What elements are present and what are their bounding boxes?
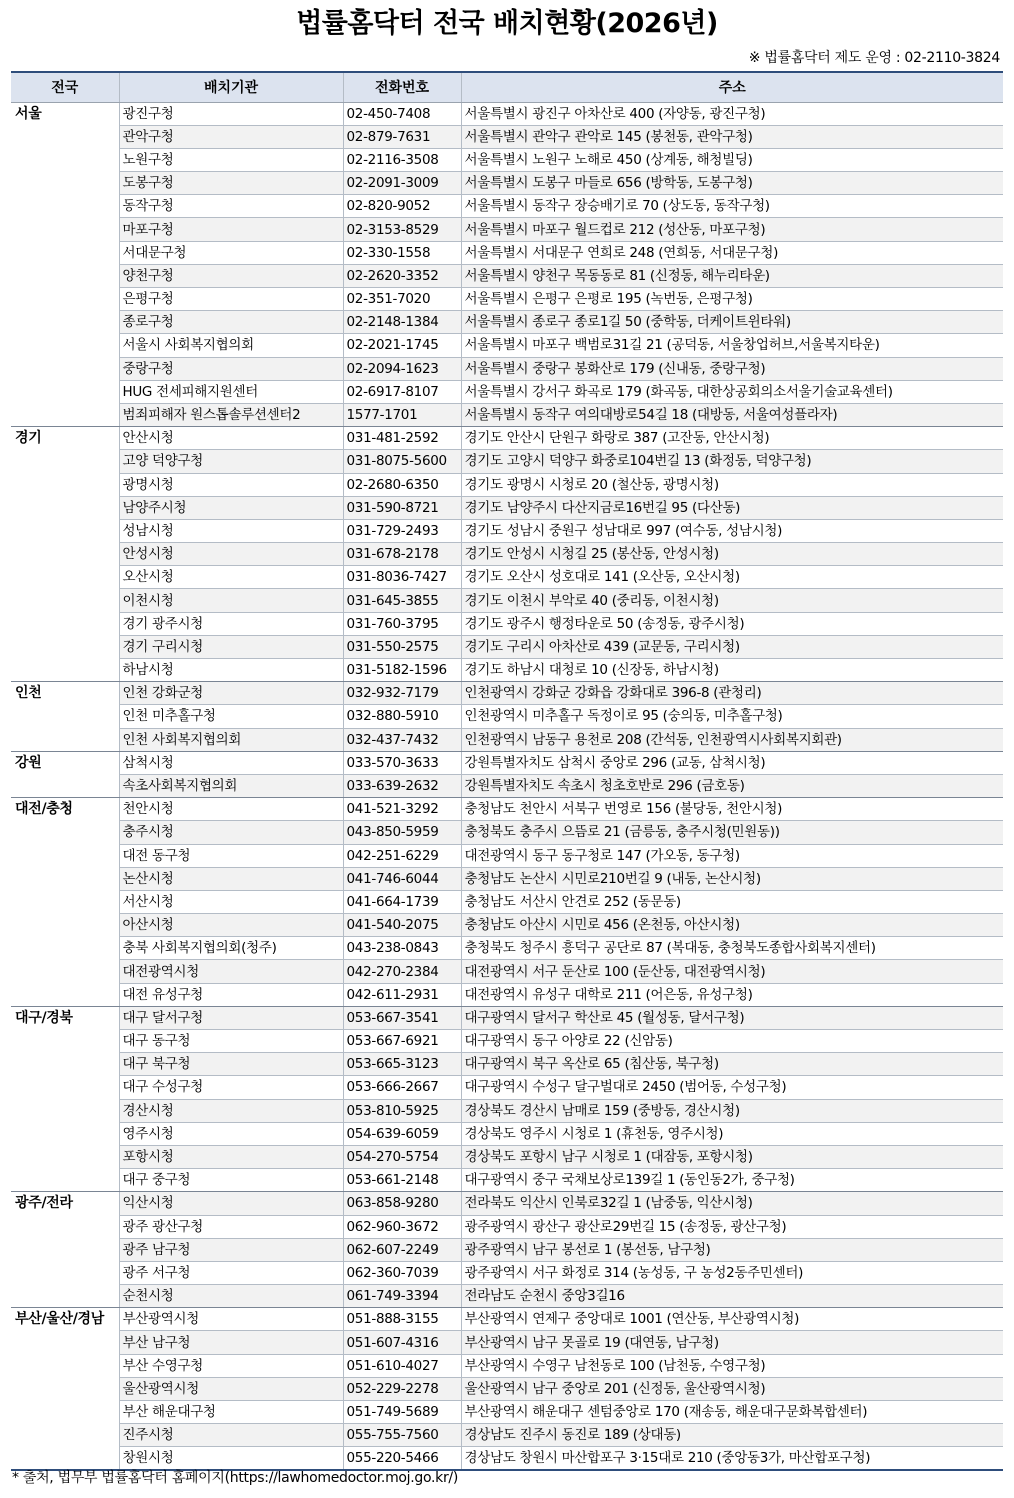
institution-cell: 익산시청 [119,1192,343,1215]
institution-cell: 하남시청 [119,659,343,682]
column-header-address: 주소 [461,72,1003,102]
phone-cell: 062-360-7039 [343,1261,461,1284]
phone-cell: 051-607-4316 [343,1331,461,1354]
institution-cell: 관악구청 [119,125,343,148]
address-cell: 서울특별시 강서구 화곡로 179 (화곡동, 대한상공회의소서울기술교육센터) [461,380,1003,403]
institution-cell: 종로구청 [119,311,343,334]
table-body [11,102,1003,1470]
institution-cell: 서산시청 [119,890,343,913]
institution-cell: 범죄피해자 원스톱솔루션센터2 [119,403,343,426]
phone-cell: 1577-1701 [343,403,461,426]
address-cell: 충청남도 아산시 시민로 456 (온천동, 아산시청) [461,914,1003,937]
table-row [11,311,1003,334]
phone-cell: 032-437-7432 [343,728,461,751]
institution-cell: 영주시청 [119,1122,343,1145]
page-title: 법률홈닥터 전국 배치현황(2026년) [296,8,718,39]
phone-cell: 062-960-3672 [343,1215,461,1238]
table-row [11,914,1003,937]
table-row [11,1192,1003,1215]
address-cell: 경기도 광명시 시청로 20 (철산동, 광명시청) [461,473,1003,496]
phone-cell: 052-229-2278 [343,1377,461,1400]
address-cell: 서울특별시 양천구 목동동로 81 (신정동, 해누리타운) [461,264,1003,287]
table-row [11,1006,1003,1029]
address-cell: 광주광역시 서구 화정로 314 (농성동, 구 농성2동주민센터) [461,1261,1003,1284]
address-cell: 충청북도 충주시 으뜸로 21 (금릉동, 충주시청(민원동)) [461,821,1003,844]
address-cell: 부산광역시 수영구 남천동로 100 (남천동, 수영구청) [461,1354,1003,1377]
table-row [11,334,1003,357]
institution-cell: 고양 덕양구청 [119,450,343,473]
institution-cell: 논산시청 [119,867,343,890]
phone-cell: 053-665-3123 [343,1053,461,1076]
phone-cell: 02-2094-1623 [343,357,461,380]
institution-cell: 광명시청 [119,473,343,496]
table-row [11,1122,1003,1145]
address-cell: 광주광역시 남구 봉선로 1 (봉선동, 남구청) [461,1238,1003,1261]
institution-cell: 노원구청 [119,148,343,171]
address-cell: 경기도 하남시 대청로 10 (신장동, 하남시청) [461,659,1003,682]
table-row [11,1053,1003,1076]
region-cell: 강원 [11,751,119,797]
table-row [11,496,1003,519]
placement-table [11,71,1003,1471]
table-row [11,218,1003,241]
phone-cell: 02-2148-1384 [343,311,461,334]
institution-cell: 순천시청 [119,1285,343,1308]
phone-cell: 02-6917-8107 [343,380,461,403]
address-cell: 경기도 성남시 중원구 성남대로 997 (여수동, 성남시청) [461,519,1003,542]
address-cell: 경상남도 창원시 마산합포구 3·15대로 210 (중앙동3가, 마산합포구청) [461,1447,1003,1471]
phone-cell: 033-570-3633 [343,751,461,774]
address-cell: 경기도 안산시 단원구 화랑로 387 (고잔동, 안산시청) [461,427,1003,450]
table-row [11,1308,1003,1331]
phone-cell: 031-760-3795 [343,612,461,635]
address-cell: 대전광역시 동구 동구청로 147 (가오동, 동구청) [461,844,1003,867]
table-row [11,682,1003,705]
table-row [11,1145,1003,1168]
phone-cell: 02-3153-8529 [343,218,461,241]
address-cell: 서울특별시 노원구 노해로 450 (상계동, 해청빌딩) [461,148,1003,171]
phone-cell: 032-932-7179 [343,682,461,705]
address-cell: 경기도 구리시 아차산로 439 (교문동, 구리시청) [461,635,1003,658]
address-cell: 인천광역시 남동구 용천로 208 (간석동, 인천광역시사회복지회관) [461,728,1003,751]
phone-cell: 053-661-2148 [343,1169,461,1192]
table-row [11,937,1003,960]
address-cell: 대구광역시 달서구 학산로 45 (월성동, 달서구청) [461,1006,1003,1029]
phone-cell: 051-888-3155 [343,1308,461,1331]
institution-cell: 인천 사회복지협의회 [119,728,343,751]
institution-cell: 아산시청 [119,914,343,937]
phone-cell: 02-330-1558 [343,241,461,264]
table-row [11,867,1003,890]
phone-cell: 032-880-5910 [343,705,461,728]
table-row [11,612,1003,635]
table-row [11,1169,1003,1192]
table-row [11,1030,1003,1053]
table-row [11,1238,1003,1261]
table-row [11,543,1003,566]
institution-cell: 서대문구청 [119,241,343,264]
source-footnote: * 출처, 법무부 법률홈닥터 홈페이지(https://lawhomedoctor.moj.go.kr/) [12,1470,459,1486]
phone-cell: 031-8075-5600 [343,450,461,473]
phone-cell: 02-2116-3508 [343,148,461,171]
address-cell: 인천광역시 강화군 강화읍 강화대로 396-8 (관청리) [461,682,1003,705]
table-row [11,983,1003,1006]
phone-cell: 054-270-5754 [343,1145,461,1168]
institution-cell: 경산시청 [119,1099,343,1122]
region-cell: 서울 [11,102,119,427]
table-row [11,241,1003,264]
address-cell: 전라남도 순천시 중앙3길16 [461,1285,1003,1308]
phone-cell: 054-639-6059 [343,1122,461,1145]
address-cell: 서울특별시 마포구 백범로31길 21 (공덕동, 서울창업허브,서울복지타운) [461,334,1003,357]
phone-cell: 031-5182-1596 [343,659,461,682]
phone-cell: 053-810-5925 [343,1099,461,1122]
address-cell: 인천광역시 미추홀구 독정이로 95 (숭의동, 미추홀구청) [461,705,1003,728]
institution-cell: 오산시청 [119,566,343,589]
column-header-institution: 배치기관 [119,72,343,102]
institution-cell: 삼척시청 [119,751,343,774]
institution-cell: 인천 미추홀구청 [119,705,343,728]
address-cell: 경상남도 진주시 동진로 189 (상대동) [461,1424,1003,1447]
table-row [11,1331,1003,1354]
address-cell: 부산광역시 남구 못골로 19 (대연동, 남구청) [461,1331,1003,1354]
table-row [11,635,1003,658]
institution-cell: 도봉구청 [119,172,343,195]
institution-cell: 안산시청 [119,427,343,450]
table-row [11,288,1003,311]
institution-cell: 대구 달서구청 [119,1006,343,1029]
address-cell: 경기도 이천시 부악로 40 (중리동, 이천시청) [461,589,1003,612]
institution-cell: 천안시청 [119,798,343,821]
institution-cell: 부산 남구청 [119,1331,343,1354]
address-cell: 경상북도 영주시 시청로 1 (휴천동, 영주시청) [461,1122,1003,1145]
phone-cell: 02-2620-3352 [343,264,461,287]
region-cell: 인천 [11,682,119,752]
phone-cell: 033-639-2632 [343,774,461,797]
institution-cell: 창원시청 [119,1447,343,1471]
table-row [11,473,1003,496]
phone-cell: 063-858-9280 [343,1192,461,1215]
table-row [11,427,1003,450]
address-cell: 충청북도 청주시 흥덕구 공단로 87 (복대동, 충청북도종합사회복지센터) [461,937,1003,960]
institution-cell: 대전광역시청 [119,960,343,983]
phone-cell: 02-450-7408 [343,102,461,125]
table-row [11,102,1003,125]
table-row [11,751,1003,774]
institution-cell: 남양주시청 [119,496,343,519]
table-row [11,1377,1003,1400]
table-row [11,728,1003,751]
address-cell: 울산광역시 남구 중앙로 201 (신정동, 울산광역시청) [461,1377,1003,1400]
institution-cell: 중랑구청 [119,357,343,380]
institution-cell: 경기 구리시청 [119,635,343,658]
address-cell: 대구광역시 중구 국채보상로139길 1 (동인동2가, 중구청) [461,1169,1003,1192]
address-cell: 경상북도 경산시 남매로 159 (중방동, 경산시청) [461,1099,1003,1122]
institution-cell: 부산 수영구청 [119,1354,343,1377]
address-cell: 대전광역시 유성구 대학로 211 (어은동, 유성구청) [461,983,1003,1006]
phone-cell: 041-746-6044 [343,867,461,890]
address-cell: 대전광역시 서구 둔산로 100 (둔산동, 대전광역시청) [461,960,1003,983]
institution-cell: 대전 유성구청 [119,983,343,1006]
phone-cell: 053-667-6921 [343,1030,461,1053]
phone-cell: 055-220-5466 [343,1447,461,1471]
table-row [11,403,1003,426]
institution-cell: 충주시청 [119,821,343,844]
institution-cell: 부산광역시청 [119,1308,343,1331]
table-header-row [11,72,1003,102]
phone-cell: 053-666-2667 [343,1076,461,1099]
address-cell: 부산광역시 해운대구 센텀중앙로 170 (재송동, 해운대구문화복합센터) [461,1401,1003,1424]
institution-cell: 마포구청 [119,218,343,241]
phone-cell: 02-351-7020 [343,288,461,311]
contact-info: ※ 법률홈닥터 제도 운영 : 02-2110-3824 [748,50,1000,66]
phone-cell: 041-540-2075 [343,914,461,937]
address-cell: 강원특별자치도 삼척시 중앙로 296 (교동, 삼척시청) [461,751,1003,774]
phone-cell: 031-678-2178 [343,543,461,566]
table-row [11,357,1003,380]
institution-cell: 서울시 사회복지협의회 [119,334,343,357]
phone-cell: 043-850-5959 [343,821,461,844]
table-row [11,264,1003,287]
phone-cell: 061-749-3394 [343,1285,461,1308]
institution-cell: 경기 광주시청 [119,612,343,635]
region-cell: 광주/전라 [11,1192,119,1308]
region-cell: 대전/충청 [11,798,119,1007]
table-row [11,798,1003,821]
table-row [11,125,1003,148]
phone-cell: 043-238-0843 [343,937,461,960]
institution-cell: 대구 중구청 [119,1169,343,1192]
address-cell: 부산광역시 연제구 중앙대로 1001 (연산동, 부산광역시청) [461,1308,1003,1331]
address-cell: 충청남도 천안시 서북구 번영로 156 (불당동, 천안시청) [461,798,1003,821]
address-cell: 경기도 고양시 덕양구 화중로104번길 13 (화정동, 덕양구청) [461,450,1003,473]
column-header-region: 전국 [11,72,119,102]
address-cell: 대구광역시 동구 아양로 22 (신암동) [461,1030,1003,1053]
address-cell: 대구광역시 수성구 달구벌대로 2450 (범어동, 수성구청) [461,1076,1003,1099]
table-row [11,1447,1003,1471]
address-cell: 대구광역시 북구 옥산로 65 (침산동, 북구청) [461,1053,1003,1076]
table-row [11,172,1003,195]
table-row [11,1099,1003,1122]
phone-cell: 042-270-2384 [343,960,461,983]
address-cell: 서울특별시 동작구 장승배기로 70 (상도동, 동작구청) [461,195,1003,218]
table-row [11,1076,1003,1099]
table-row [11,774,1003,797]
table-row [11,1285,1003,1308]
address-cell: 서울특별시 은평구 은평로 195 (녹번동, 은평구청) [461,288,1003,311]
phone-cell: 02-879-7631 [343,125,461,148]
institution-cell: 광주 남구청 [119,1238,343,1261]
institution-cell: 양천구청 [119,264,343,287]
phone-cell: 02-2680-6350 [343,473,461,496]
phone-cell: 051-610-4027 [343,1354,461,1377]
column-header-phone: 전화번호 [343,72,461,102]
table-row [11,821,1003,844]
address-cell: 서울특별시 동작구 여의대방로54길 18 (대방동, 서울여성플라자) [461,403,1003,426]
table-row [11,450,1003,473]
institution-cell: 대구 동구청 [119,1030,343,1053]
table-row [11,519,1003,542]
table-row [11,1261,1003,1284]
institution-cell: 진주시청 [119,1424,343,1447]
phone-cell: 042-611-2931 [343,983,461,1006]
address-cell: 충청남도 논산시 시민로210번길 9 (내동, 논산시청) [461,867,1003,890]
institution-cell: 대구 북구청 [119,1053,343,1076]
institution-cell: 포항시청 [119,1145,343,1168]
phone-cell: 062-607-2249 [343,1238,461,1261]
institution-cell: 속초사회복지협의회 [119,774,343,797]
table-row [11,1424,1003,1447]
phone-cell: 055-755-7560 [343,1424,461,1447]
address-cell: 서울특별시 도봉구 마들로 656 (방학동, 도봉구청) [461,172,1003,195]
table-row [11,659,1003,682]
phone-cell: 031-645-3855 [343,589,461,612]
institution-cell: 안성시청 [119,543,343,566]
address-cell: 서울특별시 광진구 아차산로 400 (자양동, 광진구청) [461,102,1003,125]
institution-cell: HUG 전세피해지원센터 [119,380,343,403]
institution-cell: 대전 동구청 [119,844,343,867]
phone-cell: 031-481-2592 [343,427,461,450]
phone-cell: 031-729-2493 [343,519,461,542]
phone-cell: 041-521-3292 [343,798,461,821]
phone-cell: 051-749-5689 [343,1401,461,1424]
address-cell: 서울특별시 종로구 종로1길 50 (중학동, 더케이트윈타워) [461,311,1003,334]
address-cell: 광주광역시 광산구 광산로29번길 15 (송정동, 광산구청) [461,1215,1003,1238]
table-row [11,1215,1003,1238]
institution-cell: 광주 서구청 [119,1261,343,1284]
table-row [11,566,1003,589]
address-cell: 경기도 안성시 시청길 25 (봉산동, 안성시청) [461,543,1003,566]
phone-cell: 02-2091-3009 [343,172,461,195]
institution-cell: 이천시청 [119,589,343,612]
table-row [11,589,1003,612]
address-cell: 서울특별시 중랑구 봉화산로 179 (신내동, 중랑구청) [461,357,1003,380]
table-row [11,195,1003,218]
institution-cell: 은평구청 [119,288,343,311]
institution-cell: 부산 해운대구청 [119,1401,343,1424]
institution-cell: 동작구청 [119,195,343,218]
table-row [11,1354,1003,1377]
institution-cell: 충북 사회복지협의회(청주) [119,937,343,960]
phone-cell: 031-590-8721 [343,496,461,519]
table-row [11,960,1003,983]
address-cell: 서울특별시 서대문구 연희로 248 (연희동, 서대문구청) [461,241,1003,264]
phone-cell: 042-251-6229 [343,844,461,867]
table-row [11,705,1003,728]
address-cell: 서울특별시 관악구 관악로 145 (봉천동, 관악구청) [461,125,1003,148]
institution-cell: 인천 강화군청 [119,682,343,705]
address-cell: 서울특별시 마포구 월드컵로 212 (성산동, 마포구청) [461,218,1003,241]
institution-cell: 울산광역시청 [119,1377,343,1400]
region-cell: 부산/울산/경남 [11,1308,119,1471]
table-row [11,1401,1003,1424]
address-cell: 경상북도 포항시 남구 시청로 1 (대잠동, 포항시청) [461,1145,1003,1168]
address-cell: 강원특별자치도 속초시 청초호반로 296 (금호동) [461,774,1003,797]
phone-cell: 02-820-9052 [343,195,461,218]
phone-cell: 053-667-3541 [343,1006,461,1029]
table-row [11,890,1003,913]
address-cell: 경기도 오산시 성호대로 141 (오산동, 오산시청) [461,566,1003,589]
region-cell: 경기 [11,427,119,682]
phone-cell: 041-664-1739 [343,890,461,913]
institution-cell: 광진구청 [119,102,343,125]
address-cell: 경기도 광주시 행정타운로 50 (송정동, 광주시청) [461,612,1003,635]
address-cell: 전라북도 익산시 인북로32길 1 (남중동, 익산시청) [461,1192,1003,1215]
institution-cell: 성남시청 [119,519,343,542]
address-cell: 경기도 남양주시 다산지금로16번길 95 (다산동) [461,496,1003,519]
region-cell: 대구/경북 [11,1006,119,1192]
phone-cell: 031-8036-7427 [343,566,461,589]
table-row [11,148,1003,171]
phone-cell: 031-550-2575 [343,635,461,658]
institution-cell: 광주 광산구청 [119,1215,343,1238]
table-row [11,380,1003,403]
phone-cell: 02-2021-1745 [343,334,461,357]
table-row [11,844,1003,867]
institution-cell: 대구 수성구청 [119,1076,343,1099]
address-cell: 충청남도 서산시 안견로 252 (동문동) [461,890,1003,913]
